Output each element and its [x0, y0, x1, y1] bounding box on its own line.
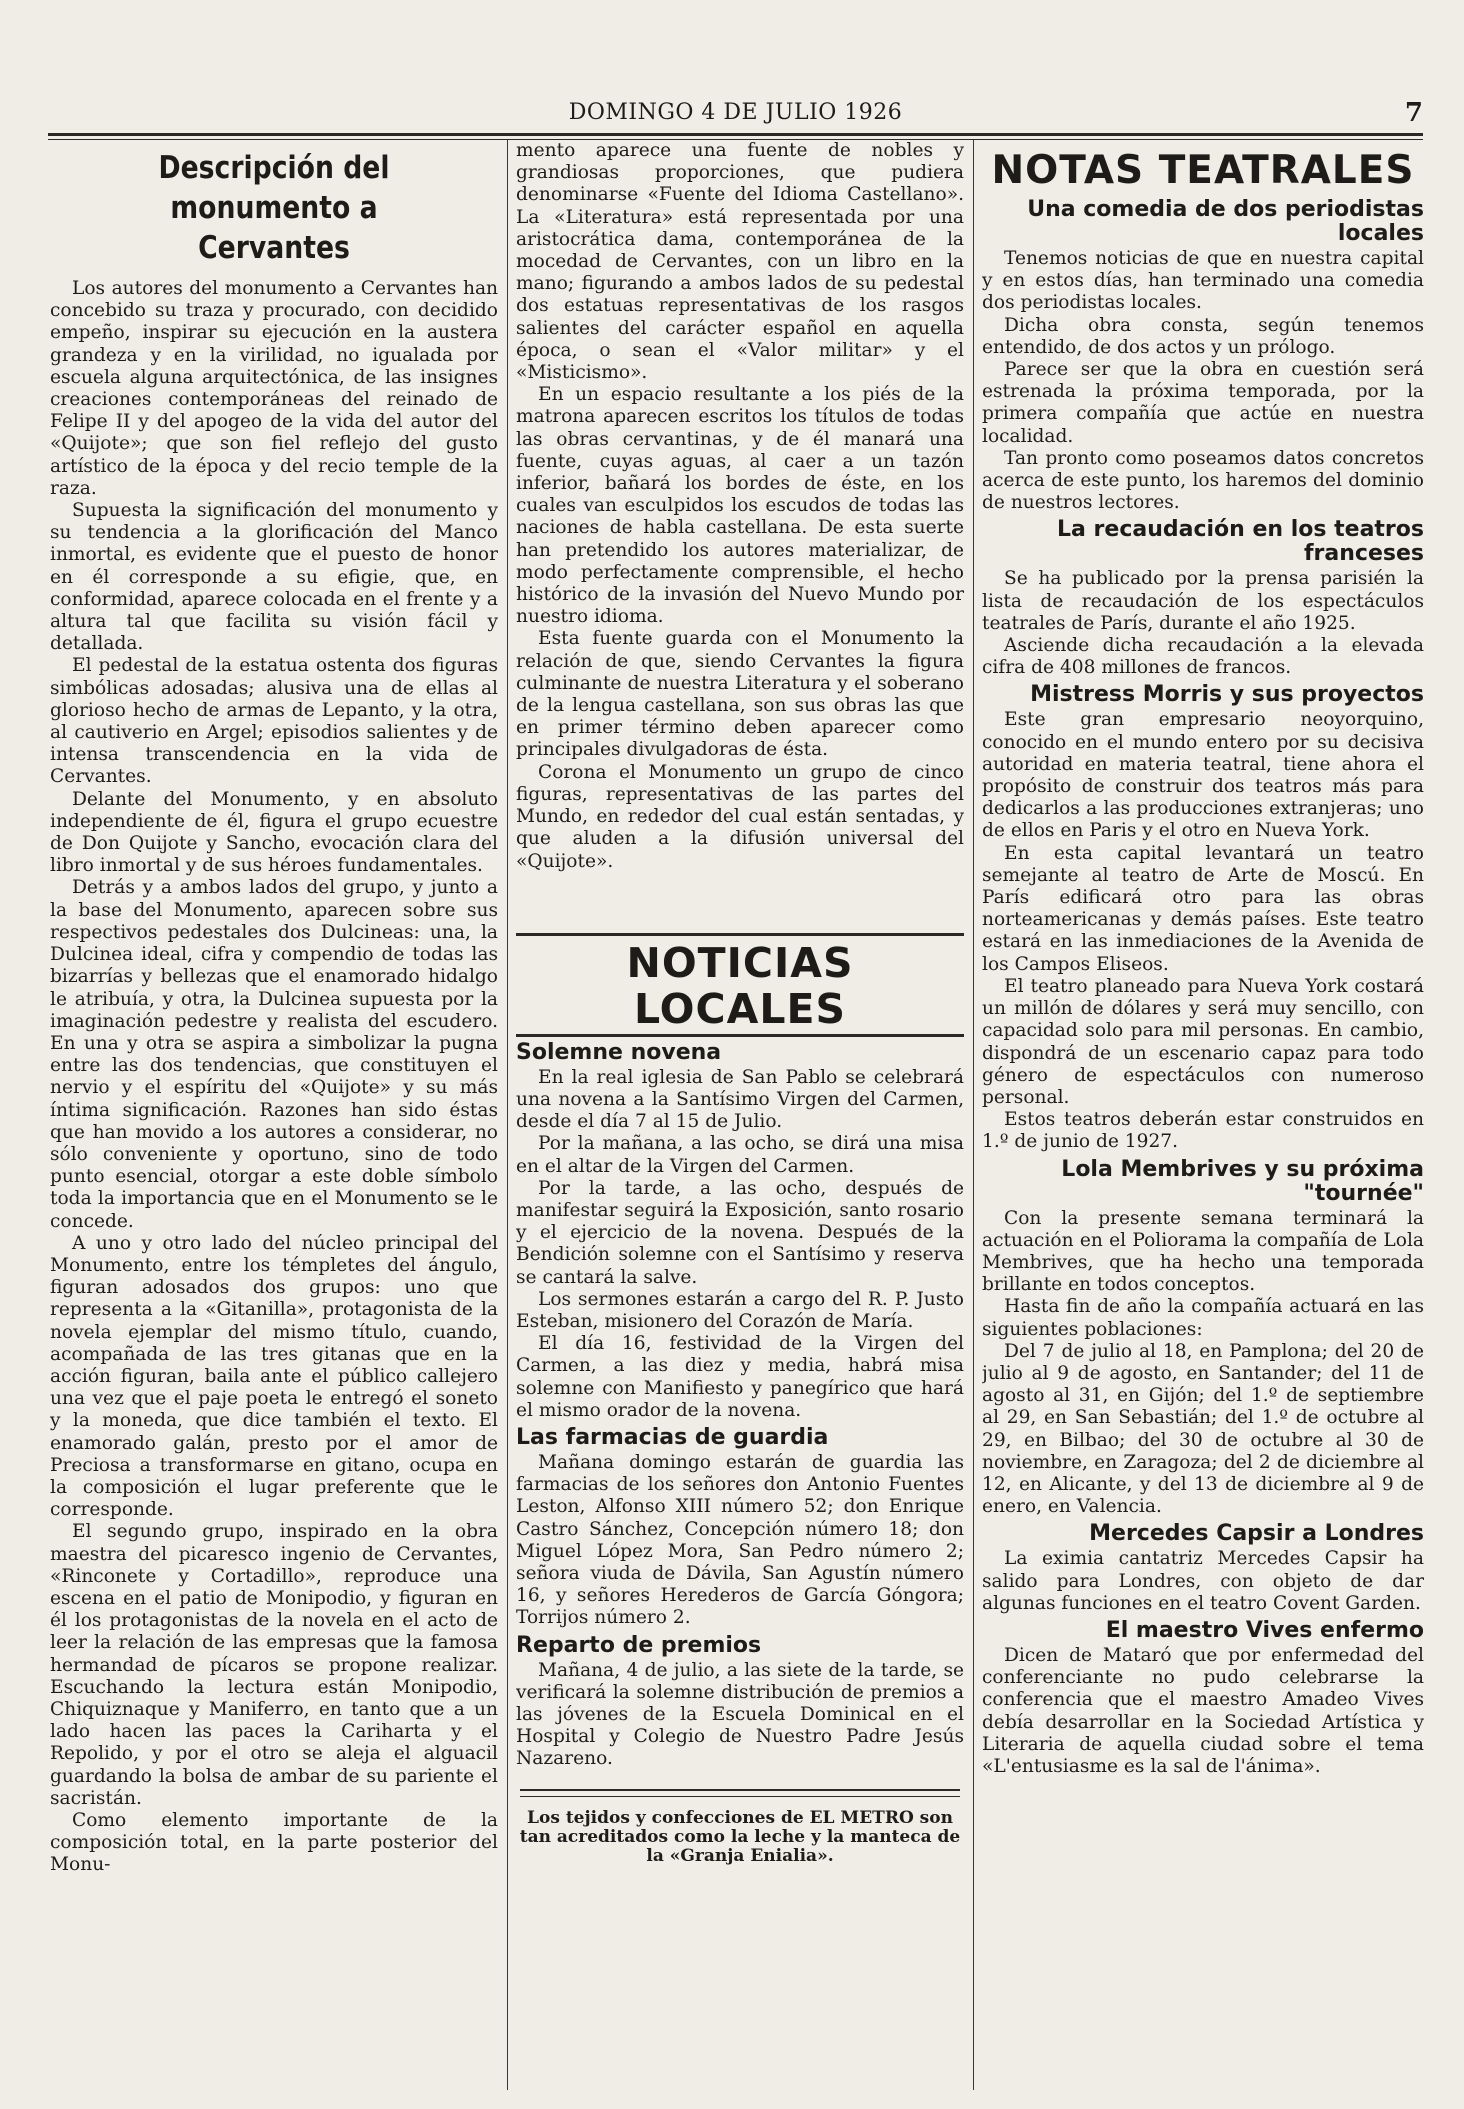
- theatre-paragraph: Asciende dicha recaudación a la elevada cifra de 408 millones de francos.: [982, 635, 1424, 679]
- news-heading: Las farmacias de guardia: [516, 1424, 829, 1450]
- theatre-paragraph: Se ha publicado por la prensa parisién la lista de recaudación de los espectáculos teatrales de París, durante el año 1925.: [982, 568, 1424, 634]
- issue-date: DOMINGO 4 DE JULIO 1926: [568, 100, 903, 125]
- article-title: Descripción del monumento a Cervantes: [158, 150, 390, 266]
- article-paragraph: A uno y otro lado del núcleo principal del Monumento, entre los témpletes del ángulo, figuran adosados dos grupos: uno que representa a la «Gitanilla», protagonista de la novela ejemplar del mismo título, cuando, acompañada de las tres gitanas que en la acción figuran, baila ante el público callejero una vez que el paje poeta le entregó el soneto y la moneda, que dice también el texto. El enamorado galán, presto por el amor de Preciosa a transformarse en gitano, ocupa en la composición el lugar preferente que le corresponde.: [50, 1232, 498, 1521]
- article-paragraph: El pedestal de la estatua ostenta dos figuras simbólicas adosadas; alusiva una de ellas al glorioso hecho de armas de Lepanto, y la otra, al cautiverio en Argel; episodios salientes y de intensa transcendencia en la vida de Cervantes.: [50, 655, 498, 788]
- news-paragraph: En la real iglesia de San Pablo se celebrará una novena a la Santísimo Virgen del Carmen, desde el día 7 al 15 de Julio.: [516, 1066, 964, 1133]
- advertisement: Los tejidos y confecciones de EL METRO son tan acreditados como la leche y la manteca de la «Granja Enialia».: [519, 1807, 961, 1866]
- column-divider: [507, 140, 508, 2090]
- theatre-paragraph: La eximia cantatriz Mercedes Capsir ha salido para Londres, con objeto de dar algunas funciones en el teatro Covent Garden.: [982, 1548, 1424, 1614]
- article-paragraph: Delante del Monumento, y en absoluto independiente de él, figura el grupo ecuestre de Don Quijote y Sancho, evocación clara del libro inmortal y de sus héroes fundamentales.: [50, 788, 498, 877]
- theatre-heading: La recaudación en los teatros franceses: [1057, 517, 1424, 567]
- theatre-paragraph: Parece ser que la obra en cuestión será estrenada la próxima temporada, por la primera compañía que actúe en nuestra localidad.: [982, 359, 1424, 447]
- news-paragraph: Los sermones estarán a cargo del R. P. Justo Esteban, misionero del Corazón de María.: [516, 1288, 964, 1332]
- header-rule: [48, 133, 1423, 136]
- article-paragraph: Como elemento importante de la composición total, en la parte posterior del Monu-: [50, 1810, 498, 1876]
- article-paragraph: En un espacio resultante a los piés de la matrona aparecen escritos los títulos de todas las obras cervantinas, y de él manará una fuente, cuyas aguas, al caer a un tazón inferior, bañará los bordes de éste, en los cuales van esculpidos los escudos de todas las naciones de habla castellana. De esta suerte han pretendido los autores materializar, de modo perfectamente comprensible, el hecho histórico de la invasión del Nuevo Mundo por nuestro idioma.: [516, 384, 964, 628]
- theatre-paragraph: En esta capital levantará un teatro semejante al teatro de Arte de Moscú. En París edificará otro para las obras norteamericanas y demás países. Este teatro estará en las inmediaciones de la Avenida de los Campos Eliseos.: [982, 842, 1424, 975]
- news-paragraph: Por la tarde, a las ocho, después de manifestar seguirá la Exposición, santo rosario y el ejercicio de la novena. Después de la Bendición solemne con el Santísimo y reserva se cantará la salve.: [516, 1177, 964, 1288]
- theatre-heading: Lola Membrives y su próxima "tournée": [1061, 1156, 1424, 1206]
- news-heading: Solemne novena: [516, 1039, 722, 1065]
- theatre-paragraph: Tan pronto como poseamos datos concretos acerca de este punto, los haremos del dominio de nuestros lectores.: [982, 447, 1424, 514]
- column-noticias: [516, 140, 964, 2095]
- article-paragraph: Supuesta la significación del monumento y su tendencia a la glorificación del Manco inmortal, es evidente que el puesto de honor en él corresponde a su efigie, que, en conformidad, aparece colocada en el frente y a altura tal que facilita su visión fácil y detallada.: [50, 500, 498, 655]
- theatre-heading: Mistress Morris y sus proyectos: [1030, 682, 1424, 708]
- advert-rule: [520, 1789, 960, 1797]
- theatre-paragraph: El teatro planeado para Nueva York costará un millón de dólares y será muy sencillo, con capacidad solo para mil personas. En cambio, dispondrá de un escenario capaz para todo género de espectáculos con numeroso personal.: [982, 975, 1424, 1108]
- masthead: [48, 98, 1423, 132]
- theatre-paragraph: Estos teatros deberán estar construidos en 1.º de junio de 1927.: [982, 1109, 1424, 1153]
- column-divider: [973, 140, 974, 2090]
- theatre-heading: Mercedes Capsir a Londres: [1089, 1521, 1424, 1547]
- column-teatrales: [982, 140, 1424, 2095]
- news-paragraph: Mañana, 4 de julio, a las siete de la tarde, se verificará la solemne distribución de premios a las jóvenes de la Escuela Dominical en el Hospital y Colegio de Nuestro Padre Jesús Nazareno.: [516, 1659, 964, 1770]
- theatre-heading: El maestro Vives enfermo: [1105, 1617, 1424, 1643]
- news-paragraph: Por la mañana, a las ocho, se dirá una misa en el altar de la Virgen del Carmen.: [516, 1133, 964, 1177]
- theatre-paragraph: Del 7 de julio al 18, en Pamplona; del 20 de julio al 9 de agosto, en Santander; del 11 de agosto al 31, en Gijón; del 1.º de septiembre al 29, en San Sebastián; del 1.º de octubre al 29, en Bilbao; del 30 de octubre al 30 de noviembre, en Zaragoza; del 2 de diciembre al 12, en Alicante, y del 13 de diciembre al 9 de enero, en Valencia.: [982, 1340, 1424, 1518]
- article-paragraph: Corona el Monumento un grupo de cinco figuras, representativas de las partes del Mundo, en rededor del cual están sentadas, y que aluden a la difusión universal del «Quijote».: [516, 761, 964, 872]
- section-title: NOTICIAS LOCALES: [626, 938, 854, 1033]
- article-paragraph: mento aparece una fuente de nobles y grandiosas proporciones, que pudiera denominarse «Fuente del Idioma Castellano». La «Literatura» está representada por una aristocrática dama, contemporánea de la mocedad de Cervantes, con un libro en la mano; figurando a ambos lados de su pedestal dos estatuas representativas de los rasgos salientes del carácter español en aquella época, o sean el «Valor militar» y el «Misticismo».: [516, 140, 964, 384]
- theatre-paragraph: Dicen de Mataró que por enfermedad del conferenciante no pudo celebrarse la conferencia que el maestro Amadeo Vives debía desarrollar en la Sociedad Artística y Literaria de aquella ciudad sobre el tema «L'entusiasme es la sal de l'ánima».: [982, 1644, 1424, 1777]
- theatre-paragraph: Hasta fin de año la compañía actuará en las siguientes poblaciones:: [982, 1296, 1424, 1340]
- section-header-box: [516, 933, 964, 1037]
- theatre-paragraph: Este gran empresario neoyorquino, conocido en el mundo entero por su decisiva autoridad en materia teatral, tiene ahora el propósito de construir dos teatros más para dedicarlos a las producciones extranjeras; uno de ellos en Paris y el otro en Nueva York.: [982, 709, 1424, 842]
- theatre-paragraph: Dicha obra consta, según tenemos entendido, de dos actos y un prólogo.: [982, 314, 1424, 358]
- section-title: NOTAS TEATRALES: [991, 148, 1415, 193]
- news-paragraph: El día 16, festividad de la Virgen del Carmen, a las diez y media, habrá misa solemne con Manifiesto y panegírico que hará el mismo orador de la novena.: [516, 1333, 964, 1421]
- article-paragraph: El segundo grupo, inspirado en la obra maestra del picaresco ingenio de Cervantes, «Rinconete y Cortadillo», reproduce una escena en el patio de Monipodio, y figuran en él los protagonistas de la novela en el acto de leer la relación de las empresas que la famosa hermandad de pícaros se propone realizar. Escuchando la lectura están Monipodio, Chiquiznaque y Maniferro, en tanto que a un lado hacen las paces la Cariharta y el Repolido, y por el otro se aleja el alguacil guardando la bolsa de ambar de su pariente el sacristán.: [50, 1521, 498, 1809]
- article-paragraph: Los autores del monumento a Cervantes han concebido su traza y procurado, con decidido empeño, inspirar su ejecución en la austera grandeza y en la virilidad, no igualada por escuela alguna arquitectónica, de las insignes creaciones contemporáneas del reinado de Felipe II y del apogeo de la vida del autor del «Quijote»; que son fiel reflejo del gusto artístico de la época y del recio temple de la raza.: [50, 278, 498, 499]
- article-paragraph: Detrás y a ambos lados del grupo, y junto a la base del Monumento, aparecen sobre sus respectivos pedestales dos Dulcineas: una, la Dulcinea ideal, cifra y compendio de todas las bizarrías y bellezas que el enamorado hidalgo le atribuía, y otra, la Dulcinea supuesta por la imaginación pedestre y realista del escudero. En una y otra se aspira a simbolizar la pugna entre las dos tendencias, que constituyen el nervio y el espíritu del «Quijote» y su más íntima significación. Razones han sido éstas que han movido a los autores a considerar, no sólo conveniente y oportuno, sino de todo punto esencial, otorgar a este doble símbolo toda la importancia que en el Monumento se le concede.: [50, 877, 498, 1232]
- article-paragraph: Esta fuente guarda con el Monumento la relación de que, siendo Cervantes la figura culminante de nuestra Literatura y el soberano de la lengua castellana, son sus obras las que en primer término deben aparecer como principales divulgadoras de ésta.: [516, 628, 964, 761]
- news-paragraph: Mañana domingo estarán de guardia las farmacias de los señores don Antonio Fuentes Leston, Alfonso XIII número 52; don Enrique Castro Sánchez, Concepción número 18; don Miguel López Mora, San Pedro número 2; señora viuda de Dávila, San Agustín número 16, y señores Herederos de García Góngora; Torrijos número 2.: [516, 1451, 964, 1629]
- page-number: 7: [1404, 98, 1423, 128]
- theatre-paragraph: Tenemos noticias de que en nuestra capital y en estos días, han terminado una comedia dos periodistas locales.: [982, 248, 1424, 314]
- theatre-paragraph: Con la presente semana terminará la actuación en el Poliorama la compañía de Lola Membrives, que ha hecho una temporada brillante en todos conceptos.: [982, 1207, 1424, 1296]
- news-heading: Reparto de premios: [516, 1632, 762, 1658]
- column-monumento: [50, 140, 498, 2095]
- theatre-heading: Una comedia de dos periodistas locales: [1027, 197, 1424, 246]
